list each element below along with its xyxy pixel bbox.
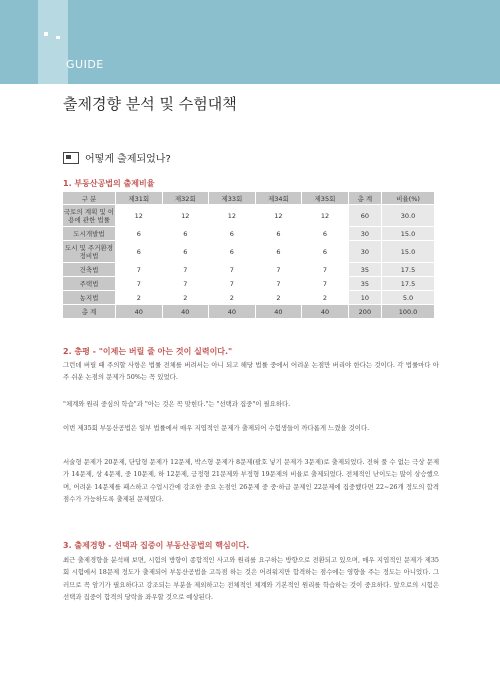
cell: 7 <box>302 263 349 277</box>
cell: 7 <box>255 263 302 277</box>
row-label: 총 계 <box>63 305 116 319</box>
cell: 6 <box>209 227 256 241</box>
cell: 7 <box>302 277 349 291</box>
house-icon <box>38 0 68 84</box>
table-header: 제35회 <box>302 192 349 205</box>
cell: 40 <box>302 305 349 319</box>
paragraph: 그런데 버릴 때 주의할 사항은 법률 전체를 버려서는 아니 되고 해당 법률 중에서 어려운 논점만 버리야 한다는 것이다. 각 법률마다 아주 쉬운 논점의 문제가 50%는 꼭 있었다. <box>63 361 439 382</box>
book-icon <box>63 152 79 164</box>
cell: 6 <box>116 241 163 263</box>
cell: 7 <box>162 277 209 291</box>
cell: 6 <box>209 241 256 263</box>
cell: 6 <box>116 227 163 241</box>
cell: 12 <box>116 205 163 227</box>
cell: 30.0 <box>382 205 435 227</box>
cell: 7 <box>116 277 163 291</box>
section1-title: 1. 부동산공법의 출제비율 <box>63 179 155 188</box>
cell: 2 <box>162 291 209 305</box>
cell: 60 <box>348 205 381 227</box>
house-window <box>56 36 60 39</box>
table-row <box>63 241 435 263</box>
cell: 15.0 <box>382 241 435 263</box>
table-row <box>63 291 435 305</box>
cell: 200 <box>348 305 381 319</box>
cell: 6 <box>302 241 349 263</box>
cell: 2 <box>209 291 256 305</box>
cell: 40 <box>209 305 256 319</box>
table-header: 구 분 <box>63 192 116 205</box>
section2-title: 2. 총평 - "이제는 버릴 줄 아는 것이 실력이다." <box>63 347 233 356</box>
cell: 7 <box>162 263 209 277</box>
cell: 6 <box>302 227 349 241</box>
table-header-row <box>63 192 435 205</box>
cell: 17.5 <box>382 277 435 291</box>
row-label: 주택법 <box>63 277 116 291</box>
cell: 7 <box>116 263 163 277</box>
cell: 100.0 <box>382 305 435 319</box>
guide-label: GUIDE <box>66 58 104 71</box>
row-label: 농지법 <box>63 291 116 305</box>
exam-ratio-table <box>63 192 435 319</box>
cell: 40 <box>116 305 163 319</box>
paragraph: 서술형 문제가 20문제, 단답형 문제가 12문제, 박스형 문제가 8문제(괄호 넣기 문제가 3문제)로 출제되었다. 전혀 풀 수 없는 극상 문제가 14문제, 상 4문제, 중 10문제, 하 12문제, 긍정형 21문제와 부정형 19문제의 비율로 출제되었다. 전체적인 난이도는 많이 상승했으며, 어려운 14문제를 패스하고 수업시간에 강조한 중요 논점인 26문제 중 중·하급 문제인 22문제에 집중했다면 22~26개 정도의 합격점수가 가능하도록 출제된 문제였다. <box>63 458 439 503</box>
cell: 35 <box>348 263 381 277</box>
page-title: 출제경향 분석 및 수험대책 <box>63 95 237 113</box>
table-header: 총 계 <box>348 192 381 205</box>
section3-title: 3. 출제경향 - 선택과 집중이 부동산공법의 핵심이다. <box>63 541 250 550</box>
cell: 12 <box>162 205 209 227</box>
cell: 6 <box>162 227 209 241</box>
cell: 7 <box>209 277 256 291</box>
paragraph: 이번 제35회 부동산공법은 일부 법률에서 매우 지엽적인 문제가 출제되어 수험생들이 까다롭게 느꼈을 것이다. <box>63 424 370 432</box>
table-total-row <box>63 305 435 319</box>
header-banner <box>0 0 500 84</box>
row-label: 도시 및 주거환경정비법 <box>63 241 116 263</box>
paragraph: "체계와 원리 중심의 학습"과 "아는 것은 꼭 맞힌다."는 "선택과 집중"이 필요하다. <box>63 400 291 408</box>
row-label: 건축법 <box>63 263 116 277</box>
table-row <box>63 205 435 227</box>
cell: 2 <box>116 291 163 305</box>
cell: 7 <box>209 263 256 277</box>
cell: 12 <box>255 205 302 227</box>
table-header: 비율(%) <box>382 192 435 205</box>
subhead-text: 어떻게 출제되었나? <box>85 154 171 165</box>
table-header: 제31회 <box>116 192 163 205</box>
paragraph: 최근 출제경향을 분석해 보면, 시험의 방향이 종합적인 사고와 원리를 요구하는 방향으로 전환되고 있으며, 매우 지엽적인 문제가 제35회 시험에서 18문제 정도가 출제되어 부동산공법을 고득점 하는 것은 어려워지만 합격하는 점수에는 영향을 주는 정도는 아니었다. 그러므로 꼭 암기가 필요하다고 강조되는 부분을 제외하고는 전체적인 체계와 기본적인 원리를 학습하는 것이 중요하다. 앞으로의 시험은 선택과 집중이 합격의 당락을 좌우할 것으로 예상된다. <box>63 556 439 601</box>
cell: 35 <box>348 277 381 291</box>
cell: 40 <box>162 305 209 319</box>
cell: 12 <box>209 205 256 227</box>
row-label: 국토의 계획 및 이용에 관한 법률 <box>63 205 116 227</box>
cell: 10 <box>348 291 381 305</box>
cell: 2 <box>302 291 349 305</box>
cell: 12 <box>302 205 349 227</box>
cell: 6 <box>255 241 302 263</box>
cell: 5.0 <box>382 291 435 305</box>
table-row <box>63 277 435 291</box>
cell: 6 <box>162 241 209 263</box>
cell: 7 <box>255 277 302 291</box>
table-row <box>63 263 435 277</box>
cell: 15.0 <box>382 227 435 241</box>
cell: 30 <box>348 241 381 263</box>
house-window <box>44 32 48 36</box>
cell: 2 <box>255 291 302 305</box>
cell: 40 <box>255 305 302 319</box>
row-label: 도시개발법 <box>63 227 116 241</box>
subhead <box>63 150 171 165</box>
cell: 30 <box>348 227 381 241</box>
cell: 6 <box>255 227 302 241</box>
table-header: 제32회 <box>162 192 209 205</box>
table-header: 제34회 <box>255 192 302 205</box>
table-header: 제33회 <box>209 192 256 205</box>
cell: 17.5 <box>382 263 435 277</box>
table-row <box>63 227 435 241</box>
